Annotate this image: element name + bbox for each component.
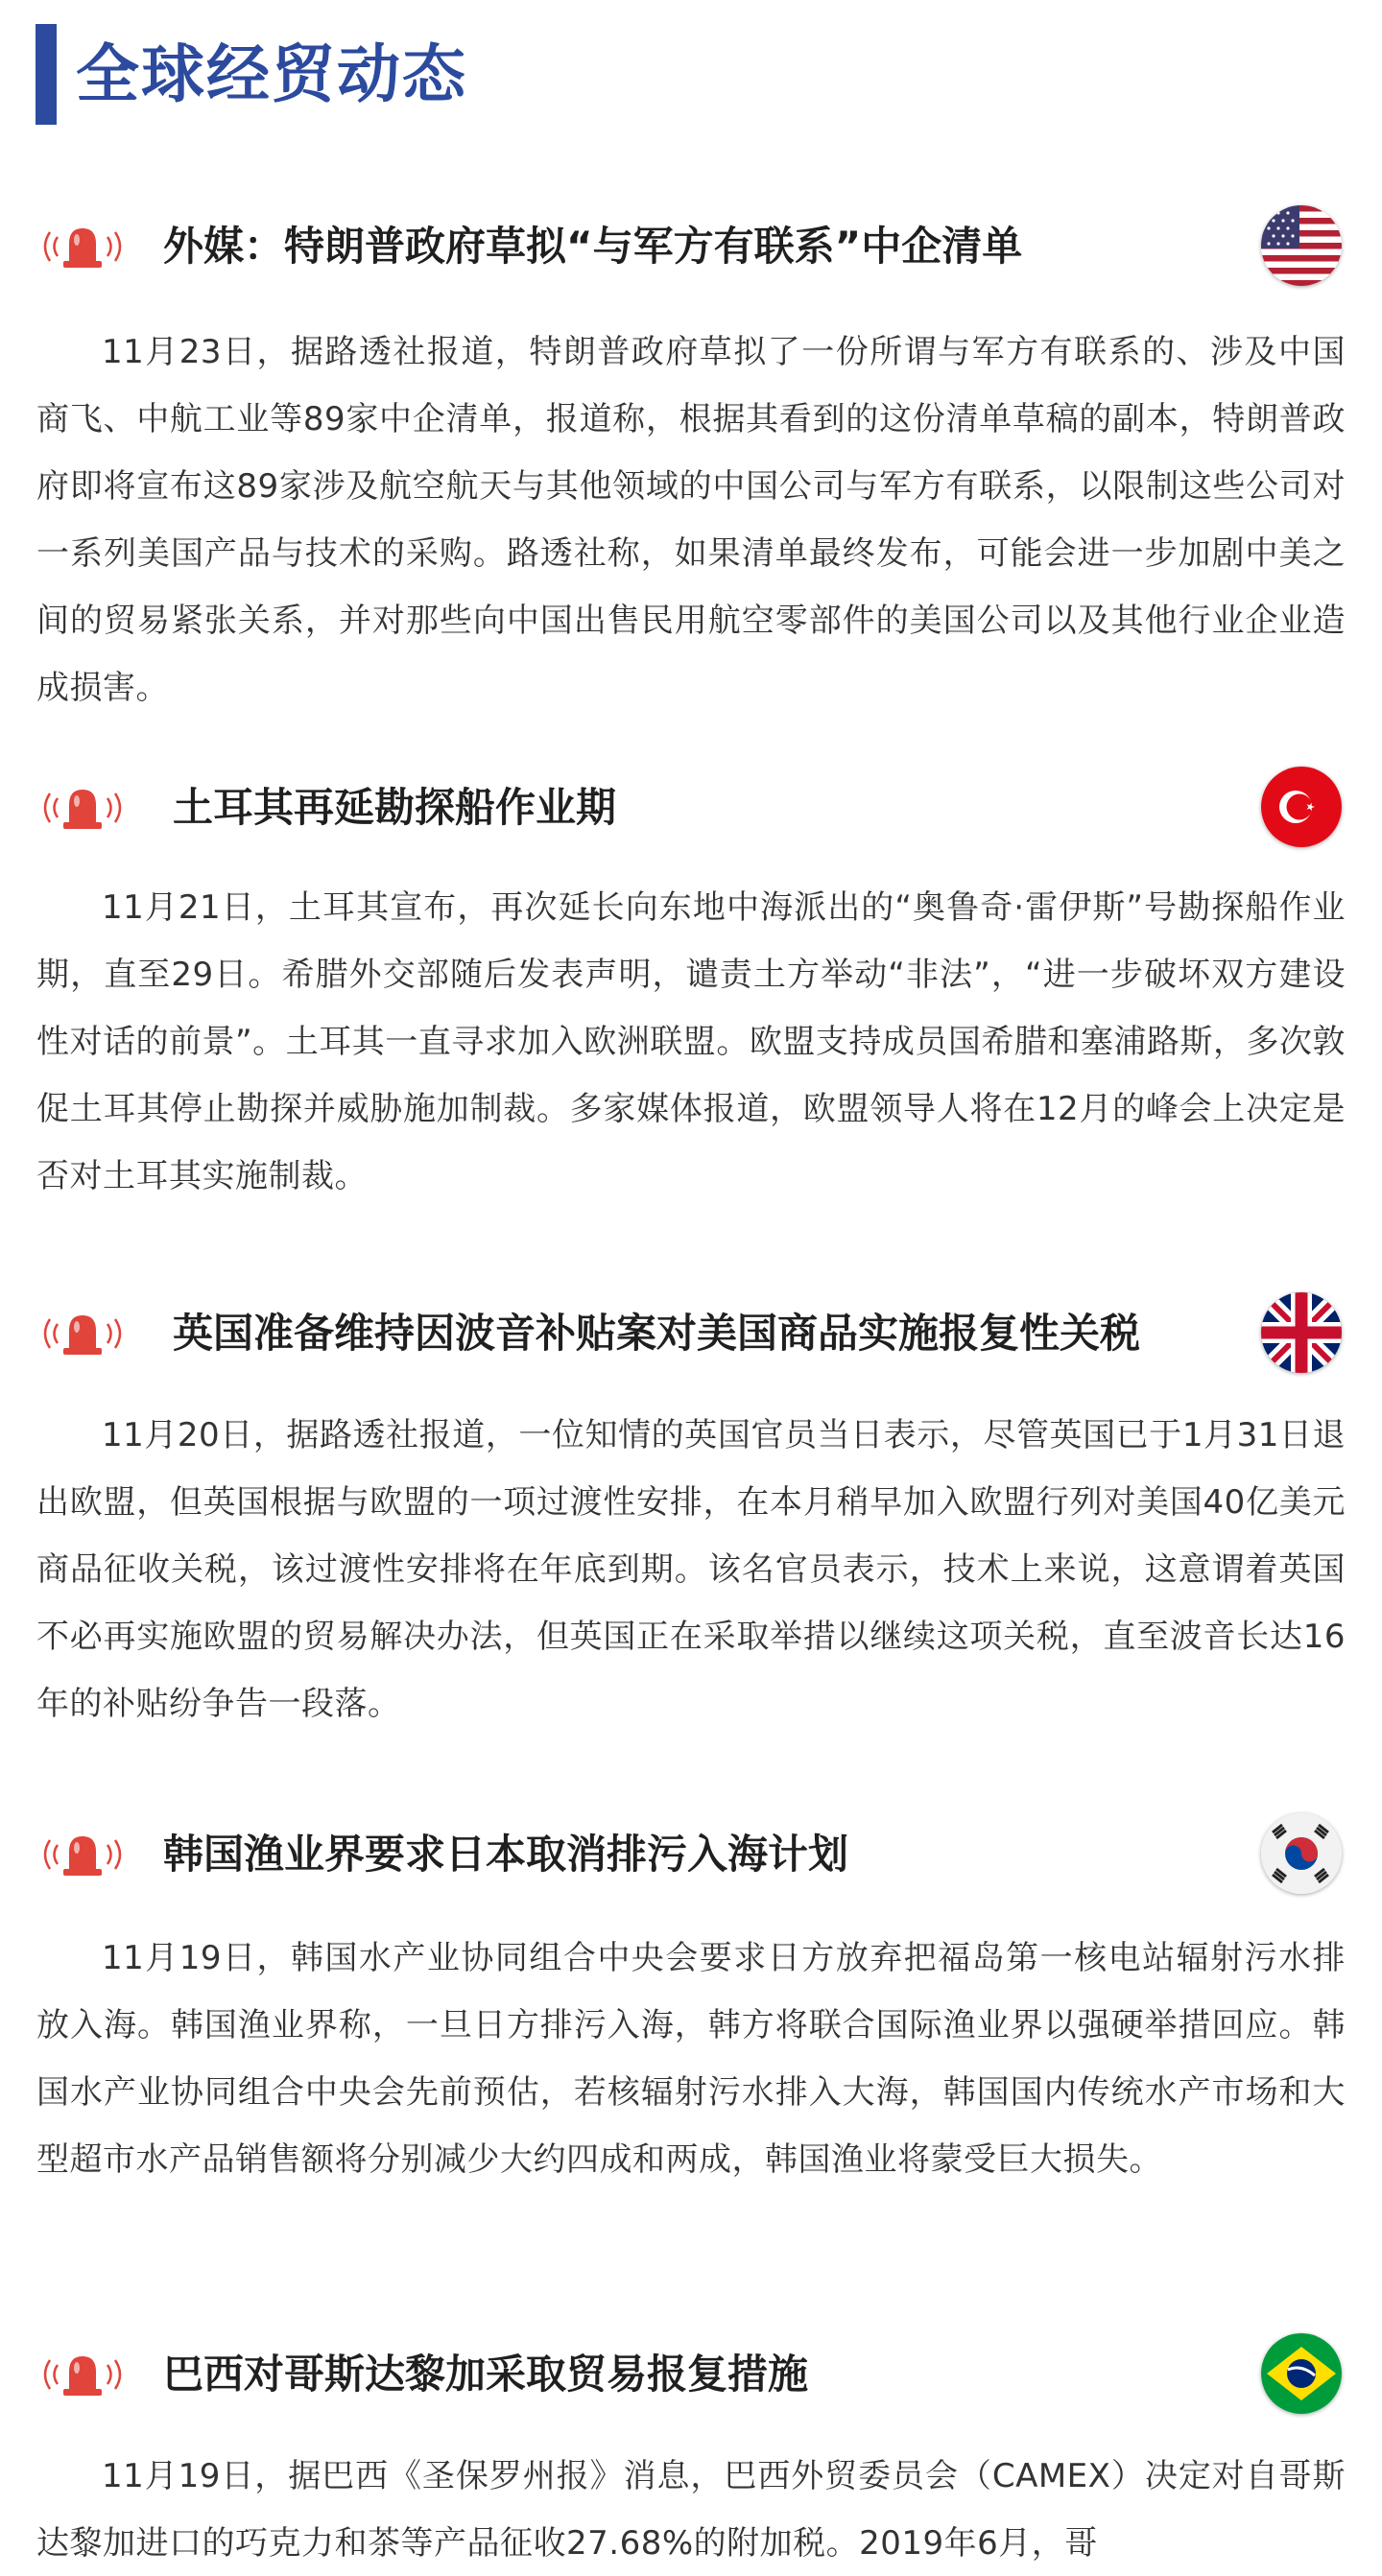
news-header [0,1290,1382,1377]
alarm-bell-icon [36,782,129,834]
page-title: 全球经贸动态 [76,37,467,111]
korea-flag-icon [1261,1813,1342,1894]
alarm-bell-icon [36,1829,129,1880]
news-body: 11月23日，据路透社报道，特朗普政府草拟了一份所谓与军方有联系的、涉及中国商飞、中航工业等89家中企清单，报道称，根据其看到的这份清单草稿的副本，特朗普政府即将宣布这89家涉及航空航天与其他领域的中国公司与军方有联系，以限制这些公司对一系列美国产品与技术的采购。路透社称，如果清单最终发布，可能会进一步加剧中美之间的贸易紧张关系，并对那些向中国出售民用航空零部件的美国公司以及其他行业企业造成损害。 [36,333,1346,707]
news-body: 11月19日，韩国水产业协同组合中央会要求日方放弃把福岛第一核电站辐射污水排放入海。韩国渔业界称，一旦日方排污入海，韩方将联合国际渔业界以强硬举措回应。韩国水产业协同组合中央会先前预估，若核辐射污水排入大海，韩国国内传统水产市场和大型超市水产品销售额将分别减少大约四成和两成，韩国渔业将蒙受巨大损失。 [36,1939,1346,2179]
alarm-bell-icon [36,1308,129,1359]
news-header [0,1811,1382,1898]
news-body: 11月19日，据巴西《圣保罗州报》消息，巴西外贸委员会（CAMEX）决定对自哥斯达黎加进口的巧克力和茶等产品征收27.68%的附加税。2019年6月，哥 [36,2457,1346,2563]
news-header [0,203,1382,290]
header-accent-bar [36,24,57,125]
turkey-flag-icon [1261,767,1342,847]
news-body: 11月21日，土耳其宣布，再次延长向东地中海派出的“奥鲁奇·雷伊斯”号勘探船作业期，直至29日。希腊外交部随后发表声明，谴责土方举动“非法”，“进一步破坏双方建设性对话的前景”。土耳其一直寻求加入欧洲联盟。欧盟支持成员国希腊和塞浦路斯，多次敦促土耳其停止勘探并威胁施加制裁。多家媒体报道，欧盟领导人将在12月的峰会上决定是否对土耳其实施制裁。 [36,888,1346,1195]
alarm-bell-icon [36,221,129,272]
news-title: 外媒：特朗普政府草拟“与军方有联系”中企清单 [163,223,1023,270]
page-header [36,24,467,125]
news-title: 韩国渔业界要求日本取消排污入海计划 [163,1831,849,1878]
news-header [0,765,1382,851]
news-title: 巴西对哥斯达黎加采取贸易报复措施 [163,2351,809,2398]
alarm-bell-icon [36,2349,129,2400]
news-title: 土耳其再延勘探船作业期 [173,784,617,831]
news-header [0,2331,1382,2418]
us-flag-icon [1261,205,1342,286]
uk-flag-icon [1261,1292,1342,1373]
news-title: 英国准备维持因波音补贴案对美国商品实施报复性关税 [173,1310,1141,1357]
brazil-flag-icon [1261,2333,1342,2414]
news-body: 11月20日，据路透社报道，一位知情的英国官员当日表示，尽管英国已于1月31日退出欧盟，但英国根据与欧盟的一项过渡性安排，在本月稍早加入欧盟行列对美国40亿美元商品征收关税，该过渡性安排将在年底到期。该名官员表示，技术上来说，这意谓着英国不必再实施欧盟的贸易解决办法，但英国正在采取举措以继续这项关税，直至波音长达16年的补贴纷争告一段落。 [36,1416,1346,1723]
